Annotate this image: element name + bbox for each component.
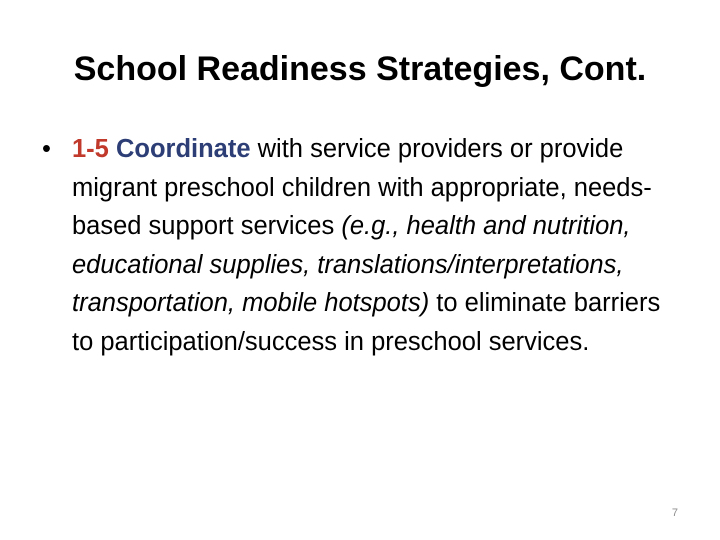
strategy-keyword: Coordinate <box>115 135 251 163</box>
slide-content <box>42 130 672 361</box>
strategy-number: 1-5 <box>72 135 109 163</box>
slide-title: School Readiness Strategies, Cont. <box>73 50 647 88</box>
strategy-text: with service providers or provide migrant preschool children with appropriate, needs-based support services <box>72 135 652 240</box>
bullet-item <box>42 130 672 361</box>
page-number: 7 <box>671 507 678 519</box>
strategy-examples: (e.g., health and nutrition, educational supplies, translations/interpretations, transportation, mobile hotspots) <box>72 212 631 317</box>
bullet-icon: • <box>42 135 51 163</box>
strategy-text-end: to eliminate barriers to participation/success in preschool services. <box>72 289 661 356</box>
